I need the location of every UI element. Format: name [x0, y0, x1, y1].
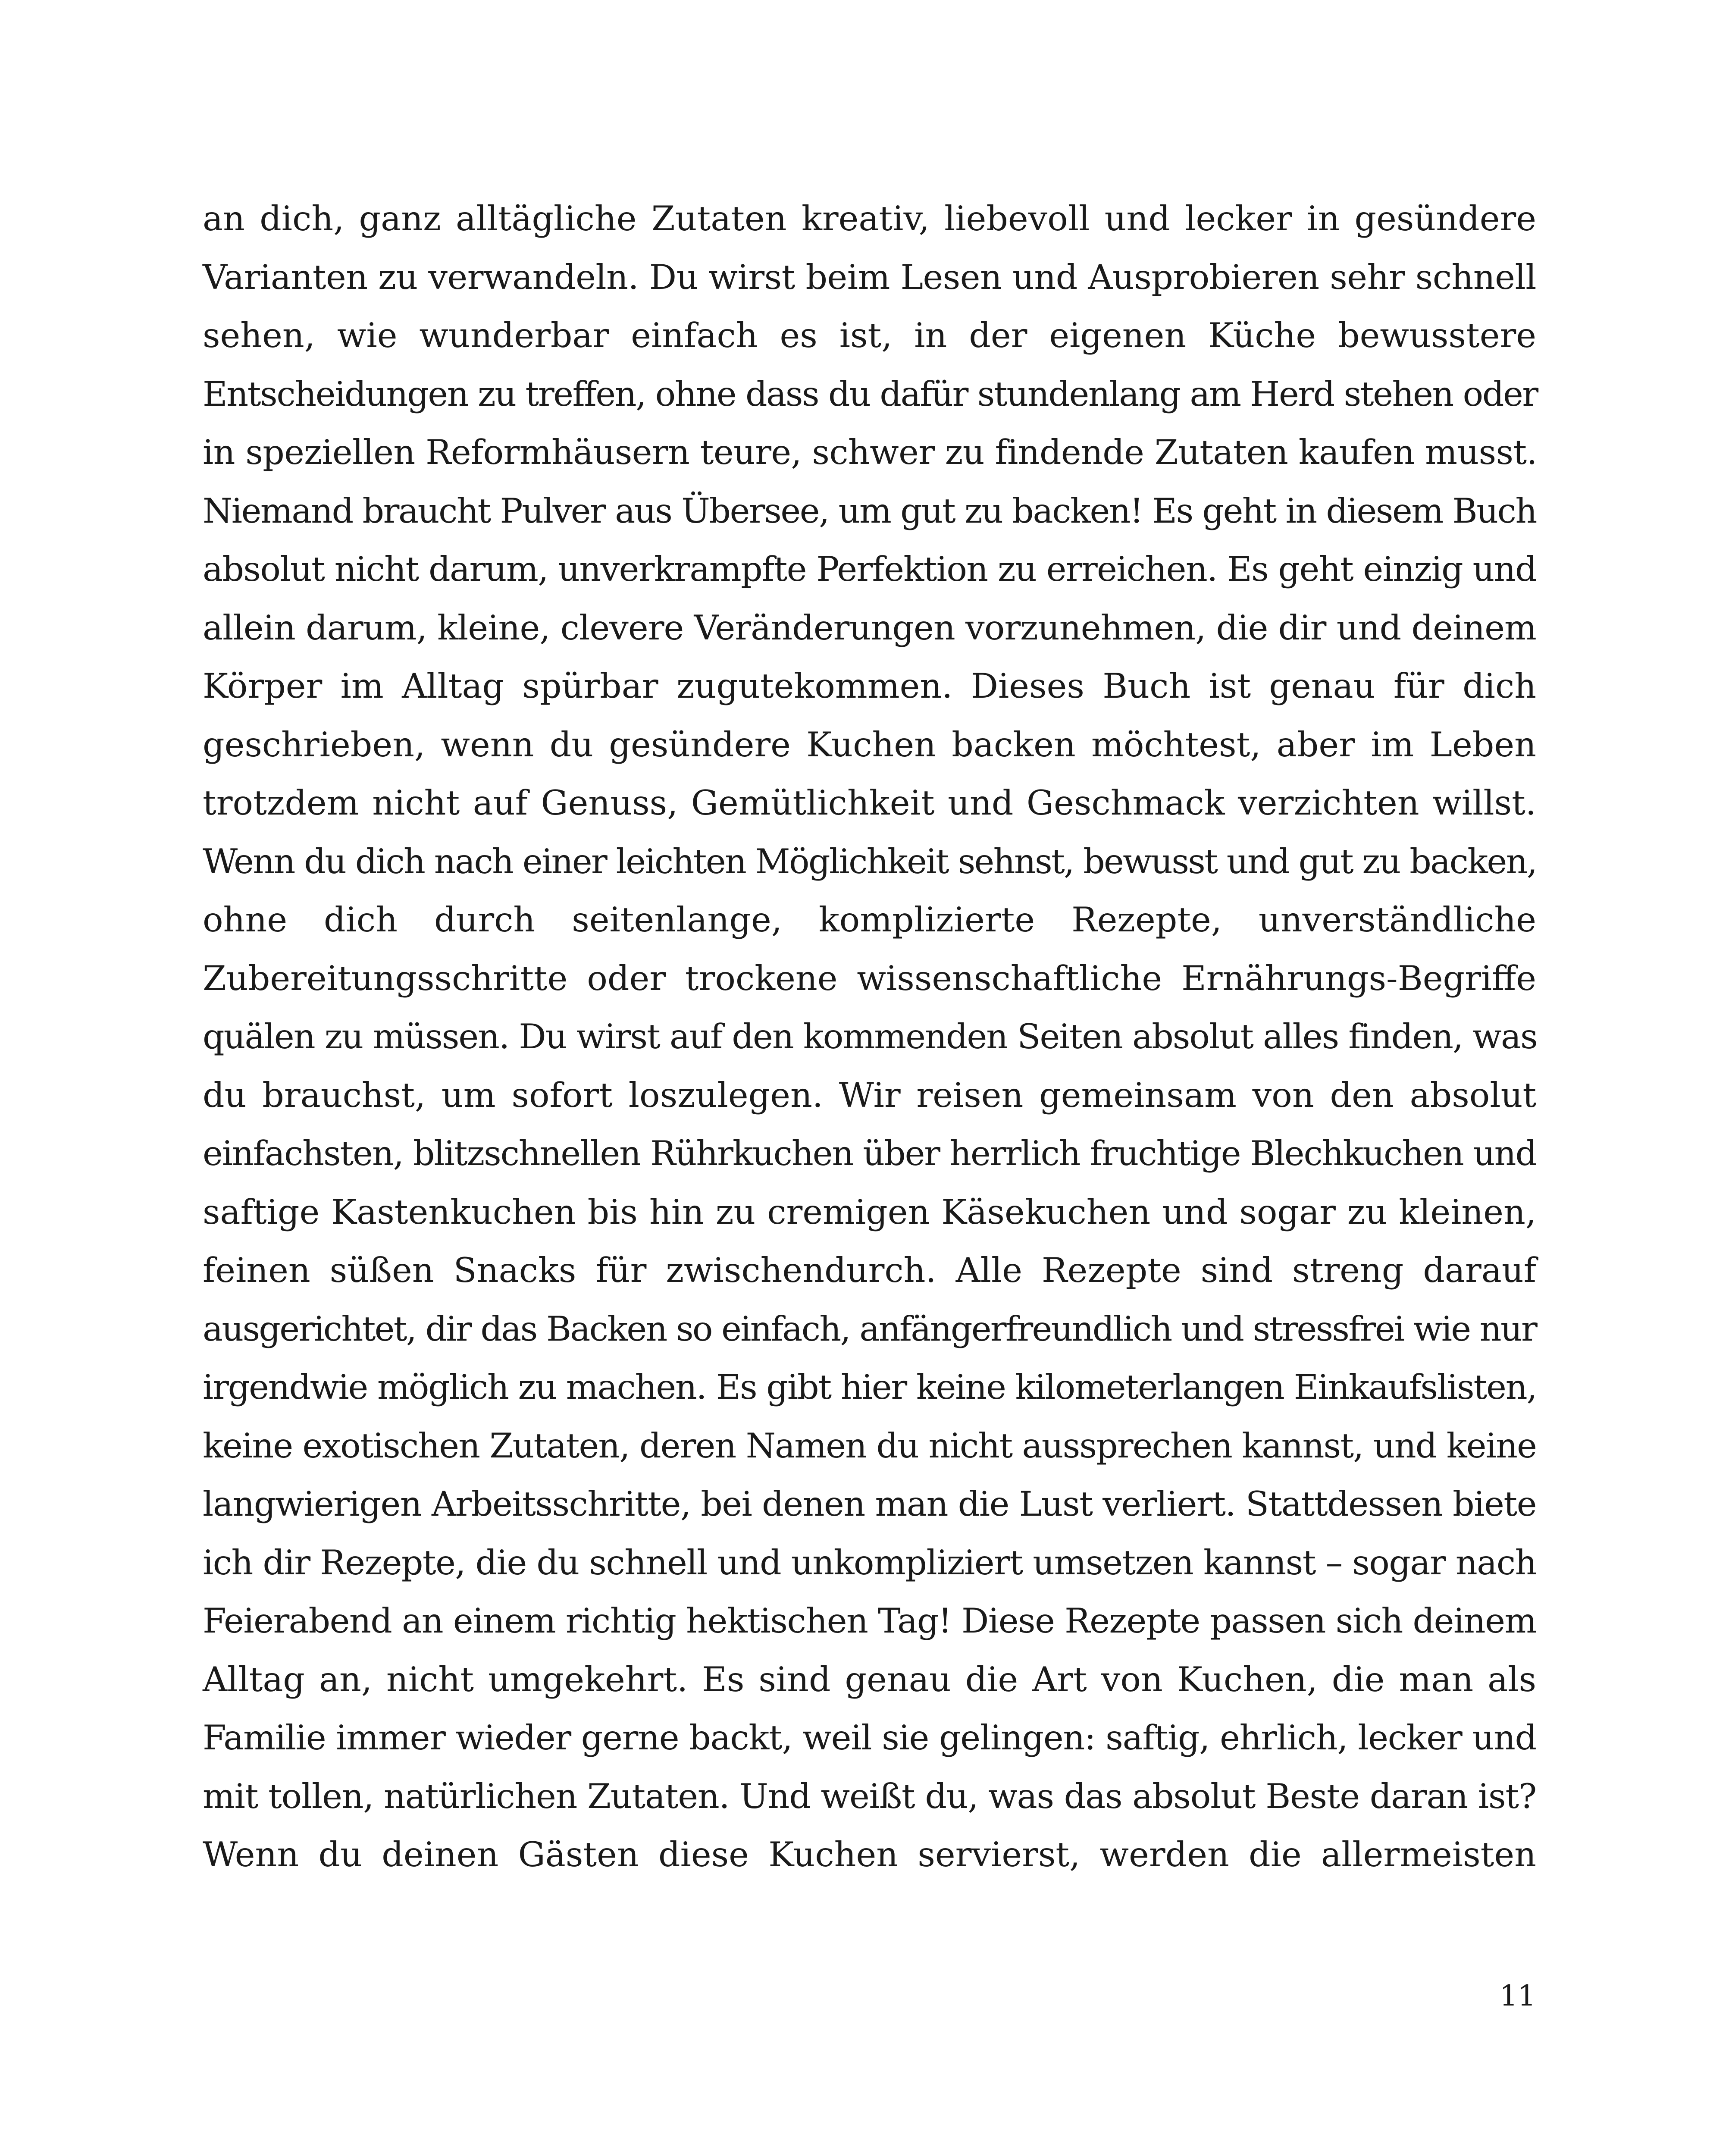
text-line: Entscheidungen zu treffen, ohne dass du dafür stundenlang am Herd stehen oder — [203, 374, 1538, 414]
text-line: irgendwie möglich zu machen. Es gibt hier keine kilometerlangen Einkaufslisten, — [203, 1367, 1537, 1407]
text-line: absolut nicht darum, unverkrampfte Perfektion zu erreichen. Es geht einzig und — [203, 549, 1536, 589]
text-line: sehen, wie wunderbar einfach es ist, in der eigenen Küche bewusstere — [203, 316, 1536, 355]
text-line: einfachsten, blitzschnellen Rührkuchen über herrlich fruchtige Blechkuchen und — [203, 1134, 1536, 1173]
text-line: allein darum, kleine, clevere Veränderungen vorzunehmen, die dir und deinem — [203, 608, 1536, 648]
text-line: geschrieben, wenn du gesündere Kuchen backen möchtest, aber im Leben — [203, 724, 1536, 765]
page-number: 11 — [1500, 1979, 1536, 2012]
body-text — [203, 190, 1536, 1884]
text-line: Varianten zu verwandeln. Du wirst beim Lesen und Ausprobieren sehr schnell — [203, 257, 1536, 297]
text-line: ich dir Rezepte, die du schnell und unkompliziert umsetzen kannst – sogar nach — [203, 1542, 1536, 1583]
text-line: an dich, ganz alltägliche Zutaten kreativ, liebevoll und lecker in gesündere — [203, 199, 1536, 238]
text-line: Körper im Alltag spürbar zugutekommen. Dieses Buch ist genau für dich — [203, 666, 1537, 706]
text-line: mit tollen, natürlichen Zutaten. Und weißt du, was das absolut Beste daran ist? — [203, 1776, 1536, 1816]
text-line: Wenn du deinen Gästen diese Kuchen servierst, werden die allermeisten — [203, 1835, 1536, 1874]
text-line: Familie immer wieder gerne backt, weil sie gelingen: saftig, ehrlich, lecker und — [203, 1718, 1536, 1758]
text-line: Niemand braucht Pulver aus Übersee, um gut zu backen! Es geht in diesem Buch — [203, 491, 1536, 531]
text-line: Zubereitungsschritte oder trockene wissenschaftliche Ernährungs-Begriffe — [203, 958, 1536, 998]
text-line: in speziellen Reformhäusern teure, schwer zu findende Zutaten kaufen musst. — [203, 432, 1537, 472]
text-line: keine exotischen Zutaten, deren Namen du nicht aussprechen kannst, und keine — [203, 1426, 1536, 1466]
text-line: feinen süßen Snacks für zwischendurch. Alle Rezepte sind streng darauf — [203, 1250, 1536, 1290]
text-line: trotzdem nicht auf Genuss, Gemütlichkeit und Geschmack verzichten willst. — [203, 783, 1536, 823]
text-line: Feierabend an einem richtig hektischen Tag! Diese Rezepte passen sich deinem — [203, 1601, 1536, 1641]
text-line: langwierigen Arbeitsschritte, bei denen man die Lust verliert. Stattdessen biete — [203, 1484, 1536, 1524]
text-line: du brauchst, um sofort loszulegen. Wir reisen gemeinsam von den absolut — [203, 1075, 1537, 1115]
text-line: saftige Kastenkuchen bis hin zu cremigen Käsekuchen und sogar zu kleinen, — [203, 1192, 1536, 1232]
text-line: ohne dich durch seitenlange, komplizierte Rezepte, unverständliche — [203, 900, 1536, 940]
text-line: ausgerichtet, dir das Backen so einfach, anfängerfreundlich und stressfrei wie nur — [203, 1309, 1537, 1349]
text-line: quälen zu müssen. Du wirst auf den kommenden Seiten absolut alles finden, was — [203, 1017, 1537, 1056]
text-line: Alltag an, nicht umgekehrt. Es sind genau die Art von Kuchen, die man als — [203, 1659, 1537, 1699]
text-line: Wenn du dich nach einer leichten Möglichkeit sehnst, bewusst und gut zu backen, — [203, 841, 1537, 881]
